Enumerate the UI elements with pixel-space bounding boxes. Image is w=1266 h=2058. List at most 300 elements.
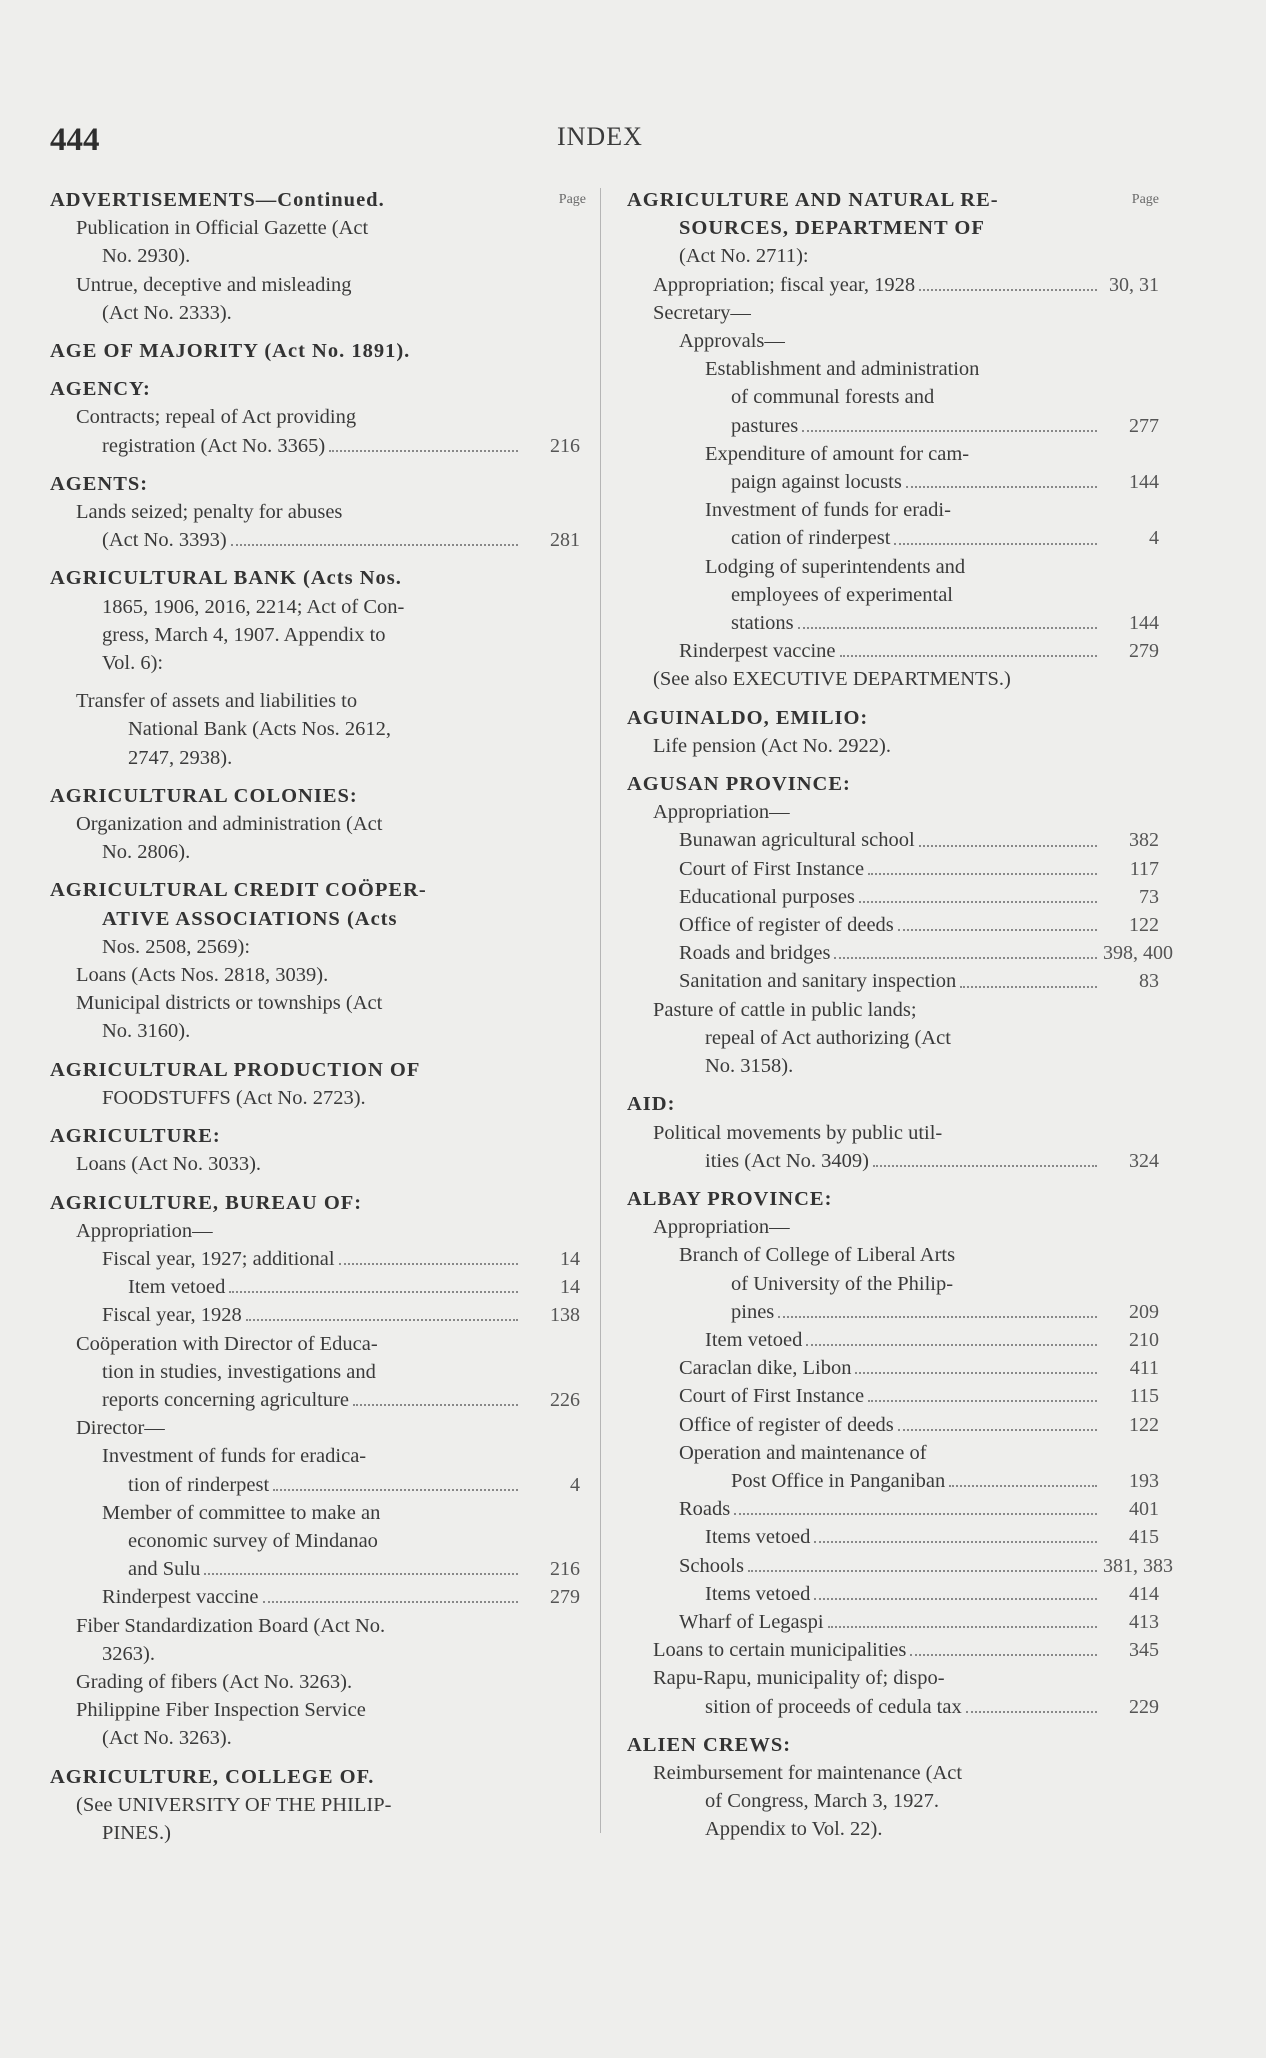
entry-text: No. 3158). [705, 1055, 794, 1078]
index-entry-line [50, 1414, 580, 1442]
right-column [627, 186, 1173, 1844]
page-reference: 415 [1129, 1526, 1159, 1549]
entry-text: Post Office in Panganiban [731, 1469, 946, 1492]
entry-text: AGUINALDO, EMILIO: [627, 706, 869, 729]
entry-text: 1865, 1906, 2016, 2214; Act of Con- [102, 595, 405, 618]
index-entry-line [627, 732, 1159, 760]
entry-text: of University of the Philip- [731, 1272, 954, 1295]
entry-text: tion of rinderpest [128, 1473, 270, 1496]
entry-text: Appendix to Vol. 22). [705, 1818, 883, 1841]
entry-text: Secretary— [653, 301, 751, 324]
page-reference: 401 [1129, 1498, 1159, 1521]
dot-leader [873, 1163, 1097, 1167]
index-entry-line [50, 744, 580, 772]
entry-text: Transfer of assets and liabilities to [76, 690, 358, 713]
index-heading [50, 905, 580, 933]
entry-text: Nos. 2508, 2569): [102, 935, 251, 958]
page-reference: 144 [1129, 612, 1159, 635]
entry-text: Loans (Act No. 3033). [76, 1153, 262, 1176]
index-entry-line [627, 826, 1159, 854]
index-entry-line [627, 1552, 1173, 1580]
entry-text: Investment of funds for eradica- [102, 1445, 367, 1468]
entry-text: (Act No. 3393) [102, 529, 227, 552]
dot-leader [204, 1571, 518, 1575]
index-entry-line [50, 1017, 580, 1045]
index-entry-line [627, 637, 1159, 665]
entry-text: of communal forests and [731, 386, 935, 409]
index-entry-line [50, 933, 580, 961]
index-heading [627, 704, 1159, 732]
index-entry-line [50, 1583, 580, 1611]
index-entry-line [50, 1819, 580, 1847]
dot-leader [806, 1342, 1097, 1346]
entry-text: Rinderpest vaccine [679, 640, 836, 663]
entry-text: Loans to certain municipalities [653, 1639, 907, 1662]
entry-text: Fiscal year, 1928 [102, 1304, 242, 1327]
entry-text: pastures [731, 414, 799, 437]
page-column-label: Page [558, 192, 586, 207]
entry-text: ALIEN CREWS: [627, 1733, 792, 1756]
entry-text: Court of First Instance [679, 857, 865, 880]
page-reference: 281 [550, 529, 580, 552]
dot-leader [828, 1624, 1097, 1628]
page-column-label: Page [1131, 192, 1159, 207]
index-entry-line [627, 1495, 1159, 1523]
dot-leader [263, 1599, 518, 1603]
entry-text: Items vetoed [705, 1582, 811, 1605]
entry-text: Reimbursement for maintenance (Act [653, 1761, 963, 1784]
entry-text: Rapu-Rapu, municipality of; dispo- [653, 1667, 945, 1690]
index-entry-line [50, 271, 580, 299]
dot-leader [855, 1370, 1097, 1374]
entry-text: Rinderpest vaccine [102, 1586, 259, 1609]
entry-text: Fiscal year, 1927; additional [102, 1247, 335, 1270]
index-entry-line [627, 383, 1159, 411]
entry-text: Contracts; repeal of Act providing [76, 406, 357, 429]
index-entry-line [627, 1759, 1159, 1787]
index-heading [50, 782, 580, 810]
dot-leader [906, 484, 1097, 488]
page-reference: 345 [1129, 1639, 1159, 1662]
entry-text: Untrue, deceptive and misleading [76, 273, 352, 296]
index-entry-line [627, 798, 1159, 826]
entry-text: stations [731, 612, 794, 635]
dot-leader [798, 625, 1097, 629]
page-reference: 216 [550, 434, 580, 457]
entry-text: No. 3160). [102, 1020, 191, 1043]
page-reference: 144 [1129, 471, 1159, 494]
index-entry-line [627, 1693, 1159, 1721]
entry-text: ALBAY PROVINCE: [627, 1187, 833, 1210]
entry-text: PINES.) [102, 1821, 171, 1844]
index-heading [50, 1056, 580, 1084]
index-entry-line [50, 432, 580, 460]
entry-text: ities (Act No. 3409) [705, 1149, 869, 1172]
entry-text: ATIVE ASSOCIATIONS (Acts [102, 907, 398, 930]
entry-text: AGRICULTURE, BUREAU OF: [50, 1191, 363, 1214]
index-entry-line [627, 496, 1159, 524]
page-reference: 122 [1129, 1413, 1159, 1436]
entry-text: 2747, 2938). [128, 746, 233, 769]
entry-text: Bunawan agricultural school [679, 829, 915, 852]
index-entry-line [50, 687, 580, 715]
dot-leader [339, 1261, 518, 1265]
entry-text: tion in studies, investigations and [102, 1360, 376, 1383]
dot-leader [919, 843, 1097, 847]
dot-leader [960, 984, 1097, 988]
entry-text: Establishment and administration [705, 358, 980, 381]
dot-leader [868, 1398, 1097, 1402]
page-reference: 73 [1139, 885, 1159, 908]
index-entry-line [627, 1147, 1159, 1175]
entry-text: Court of First Instance [679, 1385, 865, 1408]
entry-text: Appropriation— [653, 801, 790, 824]
entry-text: Member of committee to make an [102, 1501, 381, 1524]
index-heading [627, 770, 1159, 798]
index-entry-line [627, 609, 1159, 637]
index-entry-line [50, 1724, 580, 1752]
dot-leader [898, 927, 1097, 931]
page-reference: 226 [550, 1388, 580, 1411]
entry-text: Coöperation with Director of Educa- [76, 1332, 378, 1355]
entry-text: reports concerning agriculture [102, 1388, 350, 1411]
index-entry-line [50, 526, 580, 554]
index-heading [50, 375, 580, 403]
index-entry-line [50, 1358, 580, 1386]
page-reference: 83 [1139, 970, 1159, 993]
index-entry-line [627, 1213, 1159, 1241]
index-entry-line [50, 1640, 580, 1668]
entry-text: Office of register of deeds [679, 914, 894, 937]
entry-text: AGRICULTURE AND NATURAL RE- [627, 189, 999, 211]
index-entry-line [50, 214, 580, 242]
entry-text: 3263). [102, 1642, 155, 1665]
index-entry-line [627, 1298, 1159, 1326]
entry-text: AGE OF MAJORITY (Act No. 1891). [50, 340, 411, 363]
page-reference: 411 [1129, 1357, 1159, 1380]
entry-text: employees of experimental [731, 583, 953, 606]
dot-leader [840, 653, 1097, 657]
entry-text: repeal of Act authorizing (Act [705, 1026, 951, 1049]
index-entry-line [50, 1084, 580, 1112]
page-reference: 122 [1129, 914, 1159, 937]
index-entry-line [627, 967, 1159, 995]
dot-leader [919, 287, 1097, 291]
page-number: 444 [50, 122, 100, 158]
index-entry-line [50, 1696, 580, 1724]
page-reference: 216 [550, 1558, 580, 1581]
index-entry-line [627, 412, 1159, 440]
page-reference: 398, 400 [1103, 942, 1173, 965]
index-entry-line [50, 593, 580, 621]
entry-text: Item vetoed [705, 1328, 803, 1351]
entry-text: registration (Act No. 3365) [102, 434, 326, 457]
index-entry-line [627, 1608, 1159, 1636]
entry-text: AGRICULTURE, COLLEGE OF. [50, 1765, 375, 1788]
index-entry-line [50, 299, 580, 327]
index-heading [627, 214, 1159, 242]
dot-leader [894, 541, 1097, 545]
dot-leader [814, 1539, 1097, 1543]
entry-text: (Act No. 2333). [102, 301, 232, 324]
entry-text: AGRICULTURE: [50, 1125, 221, 1148]
index-entry-line [627, 271, 1159, 299]
entry-text: Roads and bridges [679, 942, 831, 965]
dot-leader [802, 428, 1097, 432]
entry-text: Wharf of Legaspi [679, 1610, 824, 1633]
index-entry-line [627, 581, 1159, 609]
entry-text: Appropriation— [653, 1216, 790, 1239]
index-heading [50, 1763, 580, 1791]
entry-text: ADVERTISEMENTS—Continued. [50, 189, 385, 211]
dot-leader [329, 448, 518, 452]
index-heading [50, 564, 580, 592]
index-entry-line [50, 1245, 580, 1273]
entry-text: Loans (Acts Nos. 2818, 3039). [76, 964, 329, 987]
dot-leader [868, 871, 1097, 875]
index-entry-line [627, 1523, 1159, 1551]
index-heading [50, 876, 580, 904]
index-heading [50, 1189, 580, 1217]
page-reference: 229 [1129, 1695, 1159, 1718]
entry-text: sition of proceeds of cedula tax [705, 1695, 962, 1718]
dot-leader [273, 1487, 518, 1491]
index-entry-line [50, 989, 580, 1017]
entry-text: Publication in Official Gazette (Act [76, 217, 369, 240]
index-entry-line [627, 468, 1159, 496]
index-entry-line [627, 1439, 1159, 1467]
index-entry-line [627, 299, 1159, 327]
index-entry-line [50, 1791, 580, 1819]
entry-text: Sanitation and sanitary inspection [679, 970, 957, 993]
page-reference: 4 [570, 1473, 580, 1496]
index-entry-line [50, 810, 580, 838]
entry-text: No. 2806). [102, 841, 191, 864]
entry-text: Life pension (Act No. 2922). [653, 734, 891, 757]
page-reference: 277 [1129, 414, 1159, 437]
index-entry-line [627, 1382, 1159, 1410]
index-entry-line [50, 1471, 580, 1499]
entry-text: Investment of funds for eradi- [705, 499, 951, 522]
entry-text: National Bank (Acts Nos. 2612, [128, 718, 392, 741]
entry-text: AGRICULTURAL COLONIES: [50, 784, 358, 807]
page-reference: 324 [1129, 1149, 1159, 1172]
index-entry-line [627, 1354, 1159, 1382]
left-index-entries [50, 186, 580, 1847]
page-reference: 414 [1129, 1582, 1159, 1605]
entry-text: FOODSTUFFS (Act No. 2723). [102, 1086, 366, 1109]
page-reference: 279 [1129, 640, 1159, 663]
dot-leader [949, 1483, 1097, 1487]
dot-leader [246, 1317, 518, 1321]
entry-text: Educational purposes [679, 885, 855, 908]
entry-text: Branch of College of Liberal Arts [679, 1244, 956, 1267]
index-entry-line [627, 1815, 1159, 1843]
dot-leader [748, 1568, 1097, 1572]
entry-text: Municipal districts or townships (Act [76, 992, 383, 1015]
index-entry-line [50, 242, 580, 270]
index-entry-line [50, 1273, 580, 1301]
index-heading [50, 470, 580, 498]
entry-text: (See also EXECUTIVE DEPARTMENTS.) [653, 668, 1011, 691]
entry-text: and Sulu [128, 1558, 201, 1581]
dot-leader [814, 1596, 1097, 1600]
right-index-entries [627, 186, 1173, 1844]
page-reference: 209 [1129, 1300, 1159, 1323]
index-entry-line [50, 1217, 580, 1245]
index-entry-line [50, 621, 580, 649]
index-entry-line [627, 665, 1159, 693]
page-reference: 117 [1129, 857, 1159, 880]
dot-leader [966, 1709, 1097, 1713]
entry-text: economic survey of Mindanao [128, 1529, 378, 1552]
index-entry-line [50, 1150, 580, 1178]
index-entry-line [627, 1787, 1159, 1815]
index-entry-line [627, 1411, 1159, 1439]
left-column [50, 186, 586, 1847]
index-entry-line [627, 1326, 1159, 1354]
dot-leader [231, 542, 518, 546]
index-entry-line [50, 1330, 580, 1358]
index-entry-line [627, 1636, 1159, 1664]
index-entry-line [627, 1241, 1159, 1269]
entry-text: AGENTS: [50, 472, 149, 495]
index-entry-line [50, 498, 580, 526]
dot-leader [859, 899, 1097, 903]
index-entry-line [627, 996, 1159, 1024]
index-entry-line [50, 1386, 580, 1414]
entry-text: Lands seized; penalty for abuses [76, 501, 343, 524]
dot-leader [734, 1511, 1097, 1515]
page-reference: 4 [1149, 527, 1159, 550]
dot-leader [353, 1402, 518, 1406]
entry-text: Appropriation— [76, 1219, 213, 1242]
index-entry-line [627, 440, 1159, 468]
index-entry-line [627, 524, 1159, 552]
entry-text: Vol. 6): [102, 652, 164, 675]
page-reference: 210 [1129, 1328, 1159, 1351]
entry-text: Schools [679, 1554, 744, 1577]
index-entry-line [50, 838, 580, 866]
entry-text: Expenditure of amount for cam- [705, 442, 970, 465]
entry-text: Item vetoed [128, 1276, 226, 1299]
entry-text: AGUSAN PROVINCE: [627, 773, 851, 796]
page-reference: 30, 31 [1109, 273, 1159, 296]
index-entry-line [627, 1580, 1159, 1608]
index-entry-line [50, 649, 580, 677]
entry-text: Caraclan dike, Libon [679, 1357, 852, 1380]
index-entry-line [627, 1119, 1159, 1147]
index-entry-line [50, 1668, 580, 1696]
entry-text: Philippine Fiber Inspection Service [76, 1699, 366, 1722]
column-divider [600, 188, 601, 1833]
index-entry-line [50, 1499, 580, 1527]
entry-text: (Act No. 2711): [679, 245, 809, 268]
entry-text: Organization and administration (Act [76, 813, 383, 836]
index-heading [50, 186, 580, 214]
entry-text: Appropriation; fiscal year, 1928 [653, 273, 916, 296]
dot-leader [778, 1314, 1097, 1318]
index-entry-line [627, 883, 1159, 911]
index-entry-line [627, 1024, 1159, 1052]
entry-text: Fiber Standardization Board (Act No. [76, 1614, 386, 1637]
index-entry-line [627, 1467, 1159, 1495]
entry-text: Approvals— [679, 330, 785, 353]
entry-text: AGRICULTURAL CREDIT COÖPER- [50, 879, 427, 902]
entry-text: No. 2930). [102, 245, 191, 268]
page-reference: 14 [560, 1276, 580, 1299]
entry-text: cation of rinderpest [731, 527, 891, 550]
index-heading [627, 1090, 1159, 1118]
entry-text: Items vetoed [705, 1526, 811, 1549]
page-reference: 14 [560, 1247, 580, 1270]
index-entry-line [627, 553, 1159, 581]
page-reference: 138 [550, 1304, 580, 1327]
index-entry-line [50, 1612, 580, 1640]
entry-text: SOURCES, DEPARTMENT OF [679, 217, 985, 240]
index-heading [627, 1185, 1159, 1213]
index-entry-line [627, 855, 1159, 883]
dot-leader [834, 955, 1097, 959]
entry-text: Operation and maintenance of [679, 1441, 927, 1464]
entry-text: paign against locusts [731, 471, 902, 494]
dot-leader [229, 1289, 518, 1293]
index-entry-line [50, 403, 580, 431]
index-entry-line [627, 1664, 1159, 1692]
entry-text: (See UNIVERSITY OF THE PHILIP- [76, 1793, 392, 1816]
index-entry-line [50, 961, 580, 989]
index-entry-line [627, 355, 1159, 383]
index-heading [50, 1122, 580, 1150]
page-reference: 382 [1129, 829, 1159, 852]
entry-text: Director— [76, 1417, 165, 1440]
entry-text: AID: [627, 1093, 676, 1116]
index-entry-line [50, 1555, 580, 1583]
dot-leader [898, 1427, 1097, 1431]
dot-leader [910, 1652, 1097, 1656]
entry-text: Roads [679, 1498, 731, 1521]
index-entry-line [627, 939, 1173, 967]
index-heading [50, 337, 580, 365]
entry-text: AGRICULTURAL BANK (Acts Nos. [50, 567, 402, 590]
index-entry-line [627, 911, 1159, 939]
page-reference: 413 [1129, 1610, 1159, 1633]
entry-text: AGENCY: [50, 378, 151, 401]
page-reference: 115 [1129, 1385, 1159, 1408]
index-entry-line [627, 1052, 1159, 1080]
index-heading [627, 186, 1159, 214]
index-entry-line [50, 1301, 580, 1329]
entry-text: AGRICULTURAL PRODUCTION OF [50, 1058, 421, 1081]
entry-text: (Act No. 3263). [102, 1727, 232, 1750]
index-entry-line [627, 327, 1159, 355]
entry-text: Political movements by public util- [653, 1121, 943, 1144]
page-reference: 193 [1129, 1469, 1159, 1492]
index-entry-line [50, 715, 580, 743]
entry-text: Pasture of cattle in public lands; [653, 998, 917, 1021]
entry-text: gress, March 4, 1907. Appendix to [102, 623, 386, 646]
entry-text: Office of register of deeds [679, 1413, 894, 1436]
index-entry-line [627, 242, 1159, 270]
running-head: INDEX [557, 122, 643, 151]
entry-text: Lodging of superintendents and [705, 555, 966, 578]
index-entry-line [50, 1442, 580, 1470]
index-heading [627, 1731, 1159, 1759]
page-reference: 279 [550, 1586, 580, 1609]
entry-text: Grading of fibers (Act No. 3263). [76, 1670, 353, 1693]
entry-text: of Congress, March 3, 1927. [705, 1790, 940, 1813]
index-entry-line [627, 1270, 1159, 1298]
